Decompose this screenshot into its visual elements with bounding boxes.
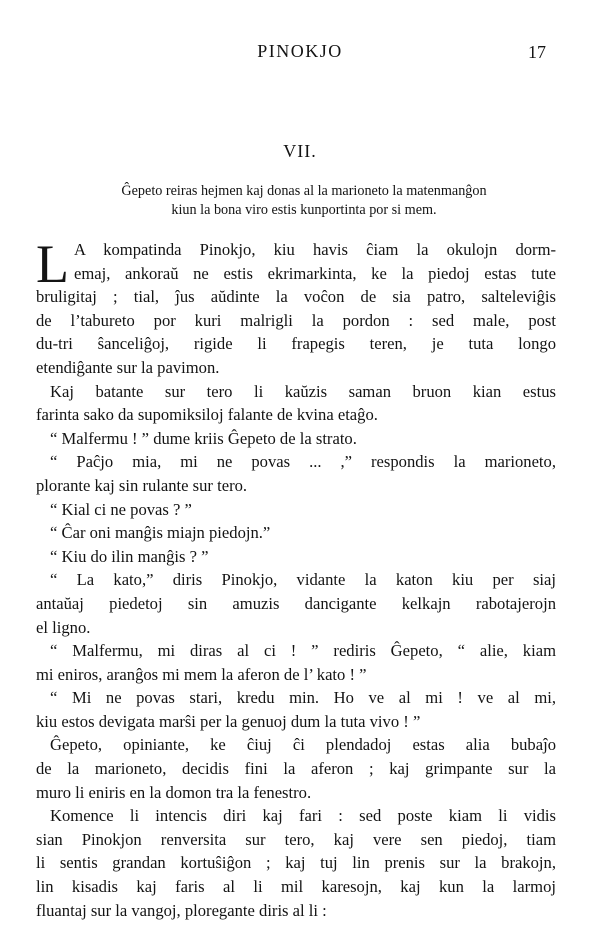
text-line: “ Kial ci ne povas ? ” (50, 499, 192, 519)
text-line: muro li eniris en la domon tra la fenestro. (36, 782, 312, 802)
text-line: “ Malfermu, mi diras al ci ! ” rediris Ĝepeto, “ alie, kiam (50, 641, 556, 661)
text-line: “ Ĉar oni manĝis miajn piedojn.” (50, 523, 271, 543)
summary-line: kiun la bona viro estis kunportinta por si mem. (171, 202, 437, 218)
chapter-summary (70, 182, 538, 220)
text-line: “ Malfermu ! ” dume kriis Ĝepeto de la strato. (50, 428, 357, 448)
text-line: du-tri ŝanceliĝoj, rigide li frapegis teren, je tuta longo (36, 334, 556, 354)
text-line: de la marioneto, decidis fini la aferon ; kaj grimpante sur la (36, 759, 556, 779)
text-line: etendiĝante sur la pavimon. (36, 357, 220, 377)
text-line: Kaj batante sur tero li kaŭzis saman bruon kian estus (50, 381, 556, 401)
text-line: plorante kaj sin rulante sur tero. (36, 475, 248, 495)
text-line: emaj, ankoraŭ ne estis ekrimarkinta, ke la piedoj estas tute (74, 263, 556, 283)
text-line: Komence li intencis diri kaj fari : sed poste kiam li vidis (50, 806, 556, 826)
chapter-number: VII. (283, 141, 317, 161)
text-line: fluantaj sur la vangoj, ploregante diris al li : (36, 900, 327, 920)
text-line: mi eniros, aranĝos mi mem la aferon de l’ kato ! ” (36, 664, 367, 684)
text-line: antaŭaj piedetoj sin amuzis dancigante kelkajn rabotajerojn (36, 593, 556, 613)
summary-line: Ĝepeto reiras hejmen kaj donas al la marioneto la matenmanĝon (121, 183, 487, 199)
running-title: PINOKJO (257, 41, 343, 61)
drop-cap: L (36, 234, 69, 294)
text-line: kiu estos devigata marŝi per la genuoj dum la tuta vivo ! ” (36, 711, 421, 731)
text-line: “ Kiu do ilin manĝis ? ” (50, 546, 209, 566)
text-line: de l’tabureto por kuri malrigli la pordon : sed male, post (36, 310, 556, 330)
text-line: Ĝepeto, opiniante, ke ĉiuj ĉi plendadoj estas alia bubaĵo (50, 735, 556, 755)
text-line: “ Paĉjo mia, mi ne povas ... ,” respondis la marioneto, (50, 452, 556, 472)
text-line: farinta sako da supomiksiloj falante de kvina etaĝo. (36, 405, 378, 425)
text-line: li sentis grandan kortuŝiĝon ; kaj tuj lin prenis sur la brakojn, (36, 853, 556, 873)
page-number: 17 (528, 42, 546, 62)
text-line: sian Pinokjon renversita sur tero, kaj vere sen piedoj, tiam (36, 829, 556, 849)
body-text (36, 234, 556, 922)
running-header (0, 41, 600, 65)
text-line: lin kisadis kaj faris al li mil karesojn, kaj kun la larmoj (36, 877, 556, 897)
text-line: “ Mi ne povas stari, kredu min. Ho ve al mi ! ve al mi, (50, 688, 556, 708)
text-line: A kompatinda Pinokjo, kiu havis ĉiam la okulojn dorm- (74, 240, 556, 259)
text-line: el ligno. (36, 617, 91, 637)
text-line: “ La kato,” diris Pinokjo, vidante la katon kiu per siaj (50, 570, 556, 590)
text-line: bruligitaj ; tial, ĵus aŭdinte la voĉon de sia patro, salteleviĝis (36, 287, 556, 307)
